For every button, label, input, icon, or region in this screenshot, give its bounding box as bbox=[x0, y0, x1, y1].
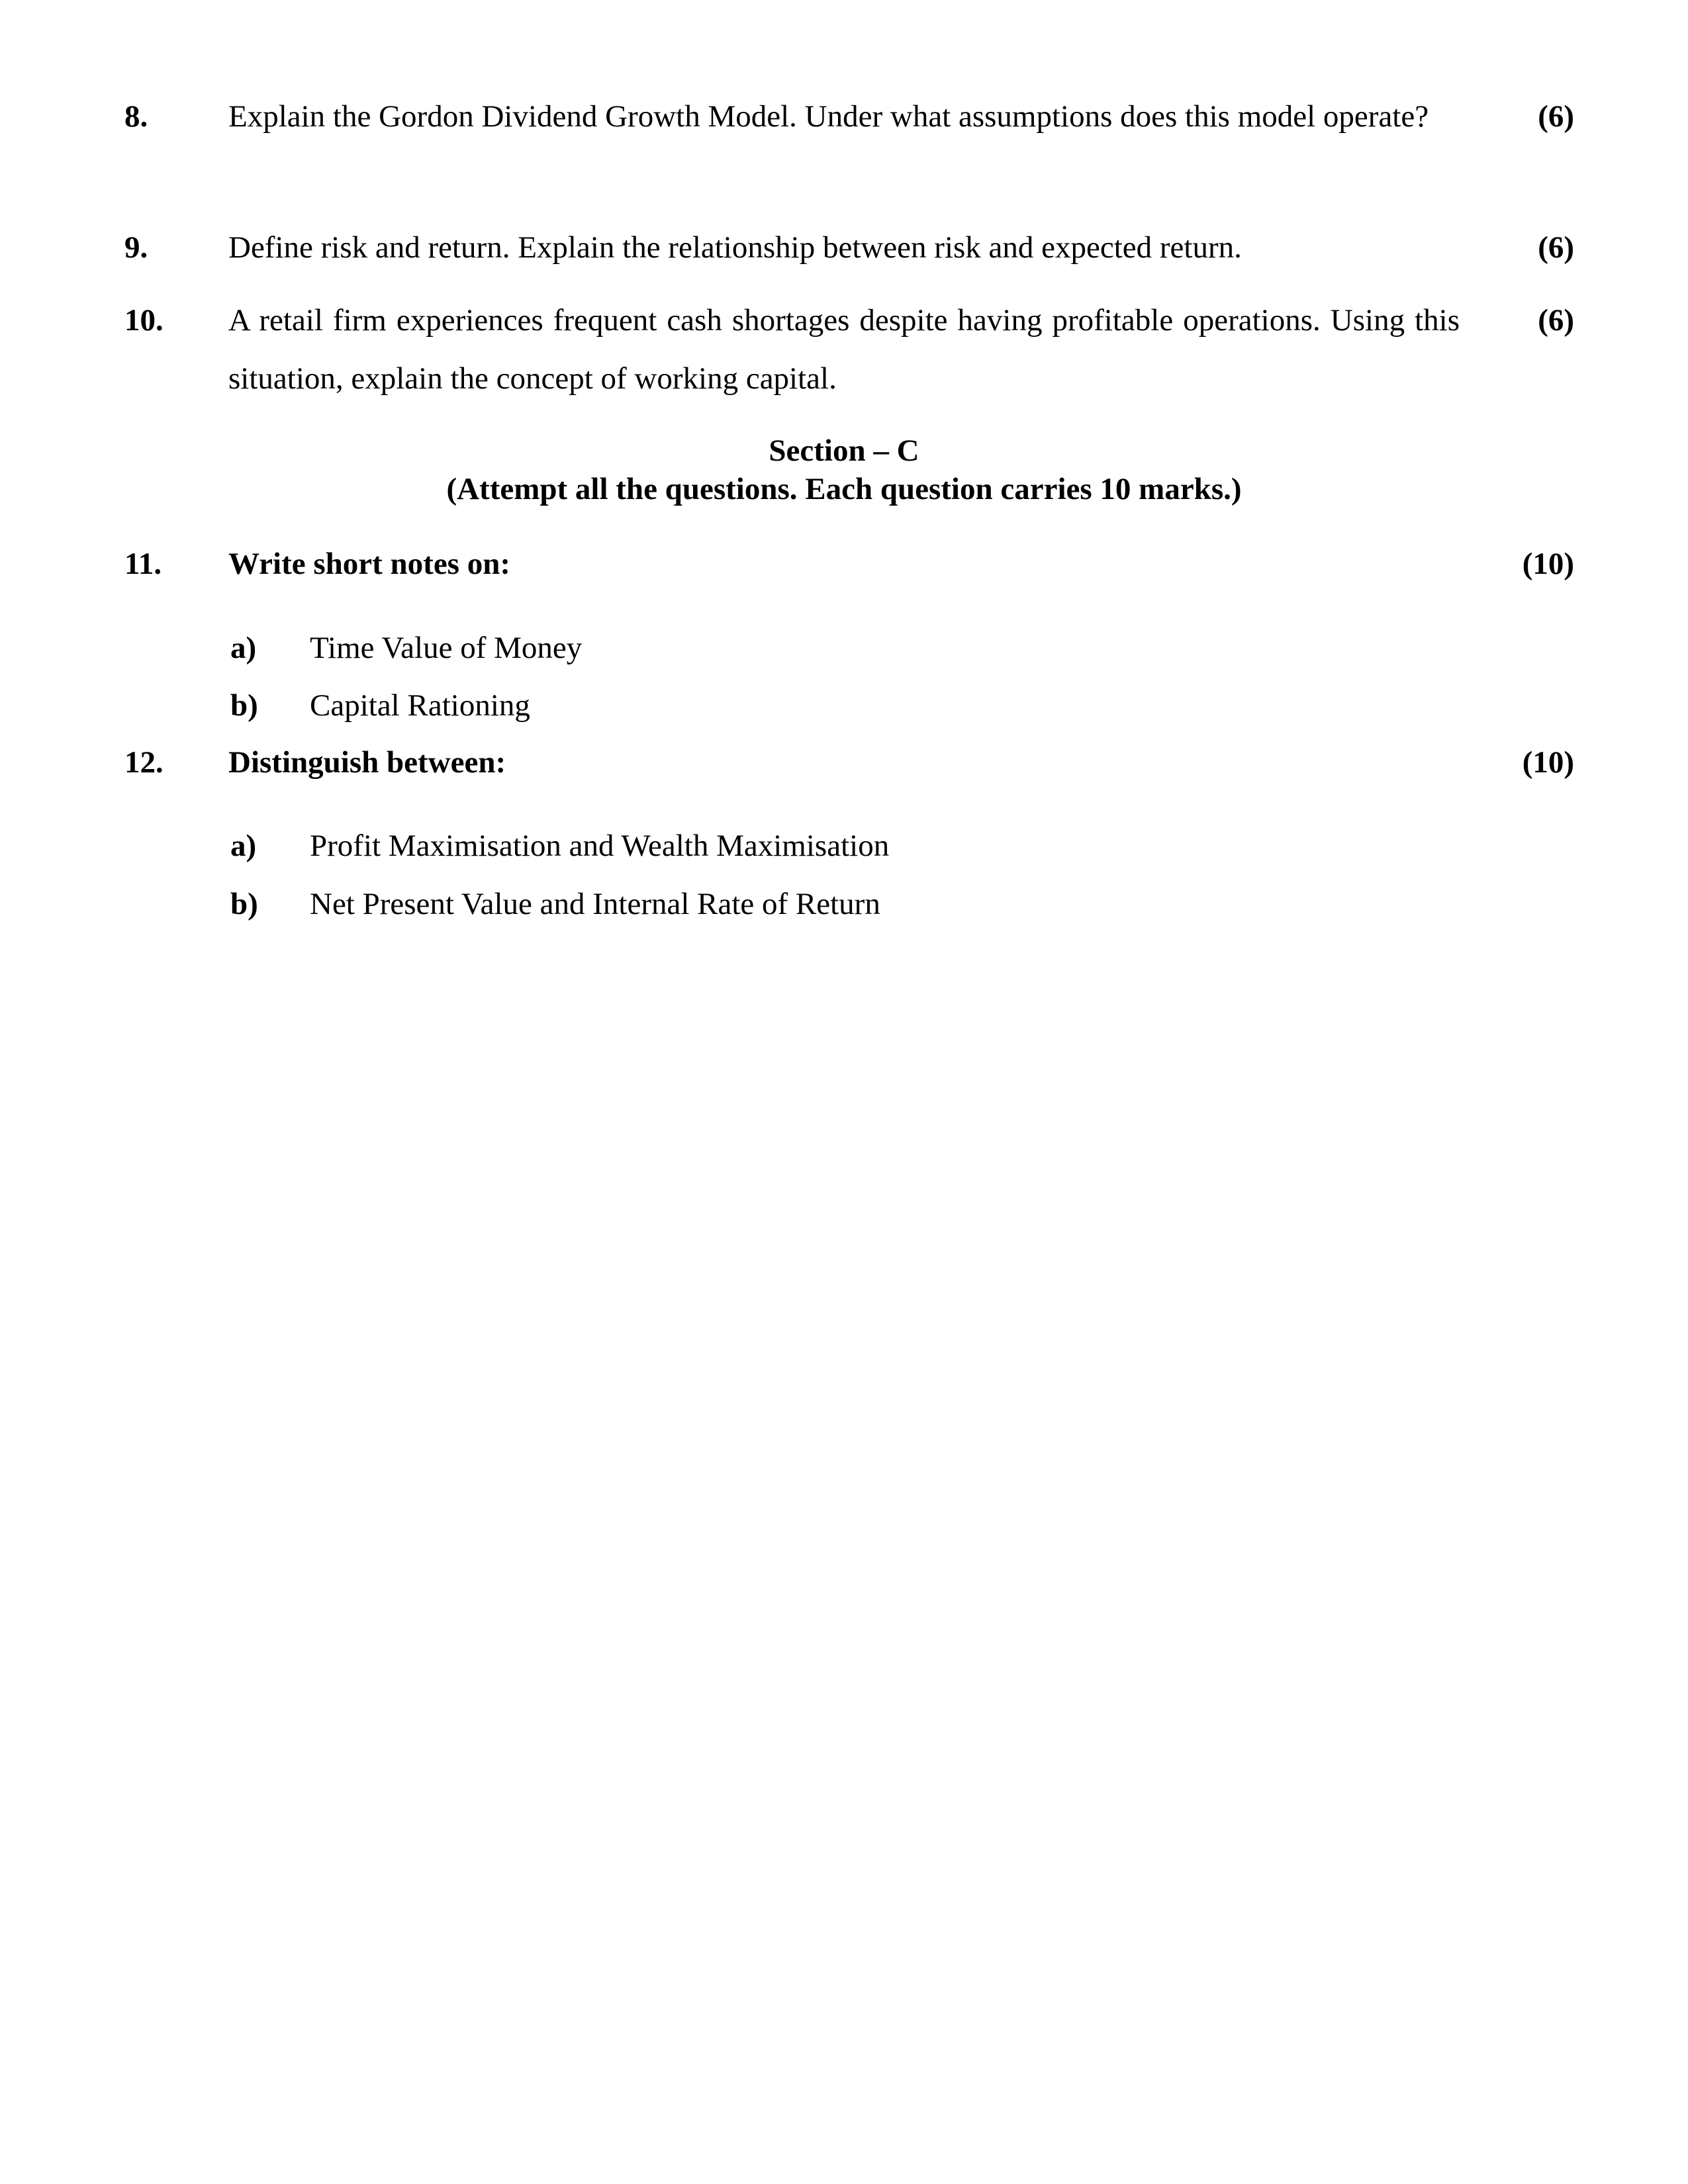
sub-question-text: Time Value of Money bbox=[310, 631, 583, 665]
sub-question-label: a) bbox=[230, 631, 257, 665]
question-text: Write short notes on: bbox=[228, 547, 511, 581]
sub-question-label: b) bbox=[230, 887, 258, 921]
question-marks: (6) bbox=[1538, 230, 1574, 265]
question-number: 8. bbox=[124, 99, 148, 134]
section-instruction: (Attempt all the questions. Each question carries 10 marks.) bbox=[446, 472, 1242, 506]
question-marks: (10) bbox=[1522, 745, 1574, 780]
question-marks: (6) bbox=[1538, 303, 1574, 338]
question-marks: (6) bbox=[1538, 99, 1574, 134]
sub-question-label: a) bbox=[230, 829, 257, 863]
question-number: 11. bbox=[124, 547, 162, 581]
sub-question-text: Net Present Value and Internal Rate of Return bbox=[310, 887, 880, 921]
question-number: 12. bbox=[124, 745, 164, 780]
question-number: 10. bbox=[124, 303, 164, 338]
question-number: 9. bbox=[124, 230, 148, 265]
question-text: Define risk and return. Explain the relationship between risk and expected return. bbox=[228, 230, 1242, 265]
sub-question-text: Capital Rationing bbox=[310, 688, 530, 723]
question-text: Distinguish between: bbox=[228, 745, 506, 780]
sub-question-label: b) bbox=[230, 688, 258, 723]
question-text: Explain the Gordon Dividend Growth Model. Under what assumptions does this model operate? bbox=[228, 99, 1429, 134]
sub-question-text: Profit Maximisation and Wealth Maximisation bbox=[310, 829, 890, 863]
question-text: A retail firm experiences frequent cash shortages despite having profitable operations. Using this situation, explain the concept of working capital. bbox=[228, 303, 1460, 396]
question-marks: (10) bbox=[1522, 547, 1574, 581]
section-title: Section – C bbox=[769, 433, 919, 468]
